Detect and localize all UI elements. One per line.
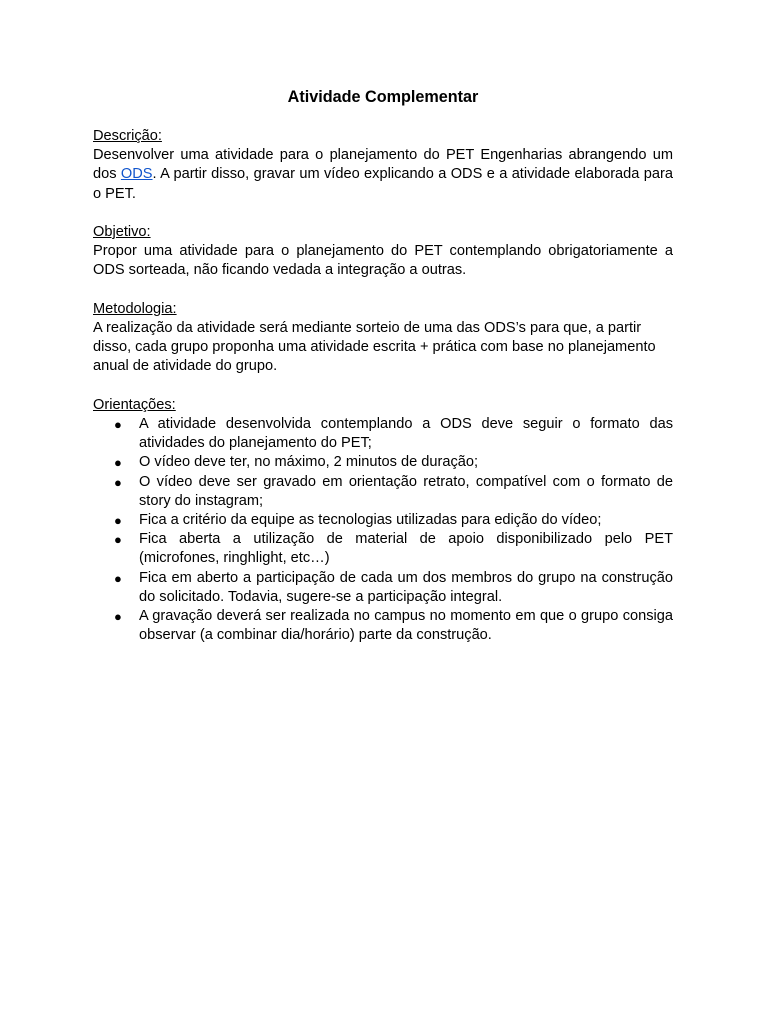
bullet-icon: ● (114, 455, 122, 471)
list-item (93, 569, 673, 607)
bullet-icon: ● (114, 474, 122, 490)
list-item-text: O vídeo deve ter, no máximo, 2 minutos de duração; (139, 454, 479, 471)
metodologia-text: A realização da atividade será mediante sorteio de uma das ODS’s para que, a partir disso, cada grupo proponha uma atividade escrita + prática com base no planejamento anual de atividade do grupo. (93, 320, 656, 375)
document-title: Atividade Complementar (287, 88, 479, 106)
descricao-heading: Descrição: (93, 128, 162, 144)
section-objetivo (93, 223, 673, 281)
descricao-text-after-link: . A partir disso, gravar um vídeo explicando a ODS e a atividade elaborada para o PET. (93, 166, 673, 202)
objetivo-text: Propor uma atividade para o planejamento do PET contemplando obrigatoriamente a ODS sorteada, não ficando vedada a integração a outras. (93, 243, 673, 279)
list-item (93, 607, 673, 645)
list-item (93, 530, 673, 568)
list-item-text: O vídeo deve ser gravado em orientação retrato, compatível com o formato de story do instagram; (139, 473, 673, 509)
list-item (93, 511, 673, 530)
list-item (93, 453, 673, 472)
list-item-text: A atividade desenvolvida contemplando a ODS deve seguir o formato das atividades do planejamento do PET; (139, 416, 673, 452)
bullet-icon: ● (114, 570, 122, 586)
bullet-icon: ● (114, 513, 122, 529)
section-metodologia (93, 300, 673, 377)
list-item-text: Fica aberta a utilização de material de apoio disponibilizado pelo PET (microfones, ringhlight, etc…) (139, 531, 673, 567)
document-page (93, 86, 673, 665)
list-item-text: A gravação deverá ser realizada no campus no momento em que o grupo consiga observar (a combinar dia/horário) parte da construção. (139, 608, 673, 644)
bullet-icon: ● (114, 417, 122, 432)
objetivo-heading: Objetivo: (93, 224, 151, 240)
orientacoes-heading: Orientações: (93, 396, 176, 413)
bullet-icon: ● (114, 609, 122, 625)
descricao-text-before-link: Desenvolver uma atividade para o planejamento do PET Engenharias abrangendo um dos (93, 147, 673, 183)
section-descricao (93, 127, 673, 204)
list-item (93, 473, 673, 511)
bullet-icon: ● (114, 532, 122, 548)
list-item (93, 415, 673, 453)
orientacoes-list (93, 415, 673, 645)
list-item-text: Fica a critério da equipe as tecnologias utilizadas para edição do vídeo; (139, 512, 602, 529)
descricao-text (93, 146, 673, 204)
ods-link[interactable]: ODS (120, 166, 153, 183)
list-item-text: Fica em aberto a participação de cada um dos membros do grupo na construção do solicitado. Todavia, sugere-se a participação integral. (139, 569, 673, 605)
section-orientacoes (93, 396, 673, 646)
metodologia-heading: Metodologia: (93, 300, 177, 317)
